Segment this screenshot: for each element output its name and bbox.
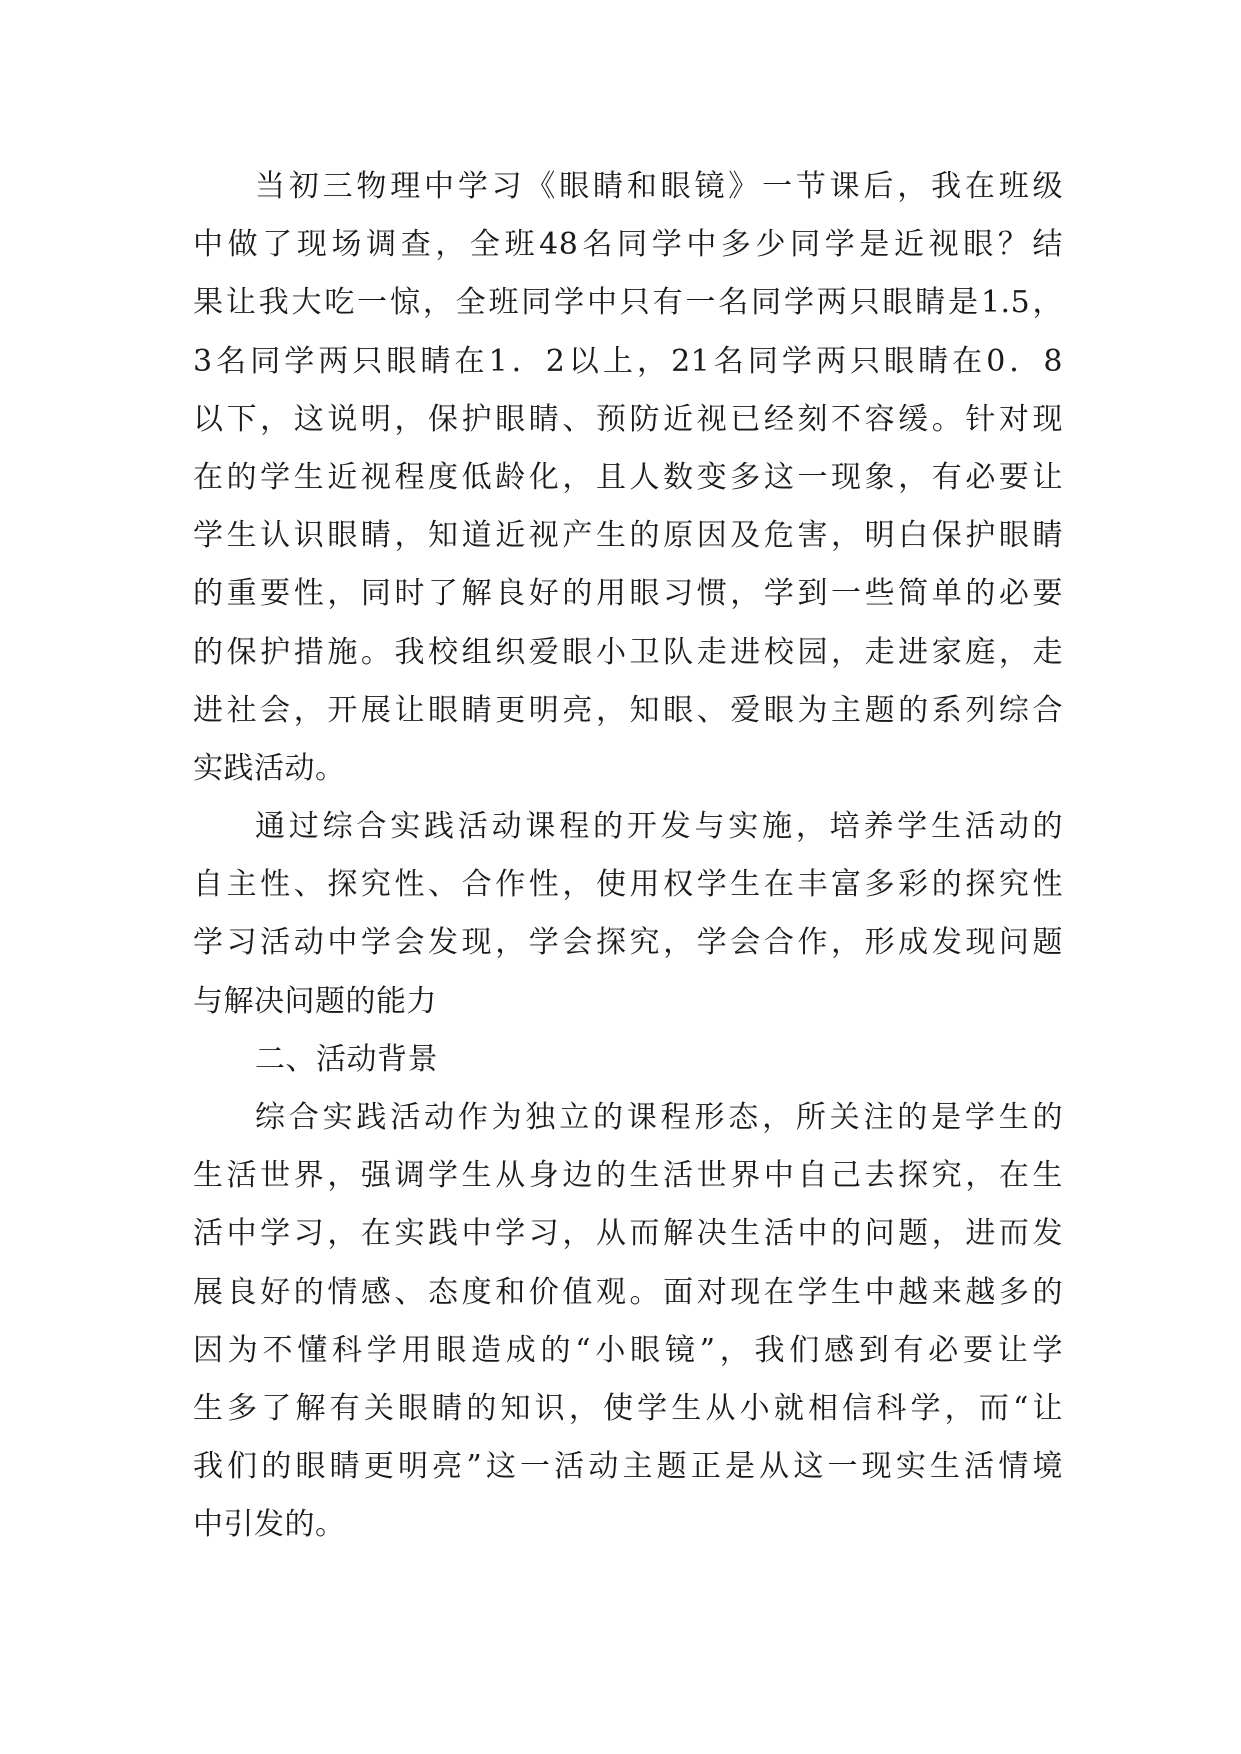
text-line: 因为不懂科学用眼造成的“小眼镜”，我们感到有必要让学 [193, 1332, 1063, 1368]
text-line: 通过综合实践活动课程的开发与实施，培养学生活动的 [255, 809, 1063, 845]
text-line: 中引发的。 [193, 1507, 346, 1543]
text-line: 的重要性，同时了解良好的用眼习惯，学到一些简单的必要 [193, 576, 1063, 612]
text-line: 我们的眼睛更明亮”这一活动主题正是从这一现实生活情境 [193, 1449, 1063, 1485]
text-line: 果让我大吃一惊，全班同学中只有一名同学两只眼睛是1.5， [193, 285, 1063, 321]
text-line: 的保护措施。我校组织爱眼小卫队走进校园，走进家庭，走 [193, 634, 1063, 670]
text-line: 活中学习，在实践中学习，从而解决生活中的问题，进而发 [193, 1216, 1063, 1252]
text-line: 以下，这说明，保护眼睛、预防近视已经刻不容缓。针对现 [193, 401, 1063, 437]
text-line: 综合实践活动作为独立的课程形态，所关注的是学生的 [255, 1100, 1063, 1135]
text-line: 自主性、探究性、合作性，使用权学生在丰富多彩的探究性 [193, 867, 1063, 903]
text-line: 当初三物理中学习《眼睛和眼镜》一节课后，我在班级 [255, 169, 1063, 204]
text-line: 实践活动。 [193, 750, 346, 786]
text-line: 展良好的情感、态度和价值观。面对现在学生中越来越多的 [193, 1274, 1063, 1310]
text-line: 学习活动中学会发现，学会探究，学会合作，形成发现问题 [193, 925, 1063, 961]
text-line: 3名同学两只眼睛在1．2以上，21名同学两只眼睛在0．8 [193, 343, 1063, 379]
text-line: 与解决问题的能力 [193, 983, 437, 1019]
text-line: 学生认识眼睛，知道近视产生的原因及危害，明白保护眼睛 [193, 518, 1063, 554]
text-line: 二、活动背景 [255, 1041, 438, 1077]
document-body [193, 158, 1063, 1555]
text-line: 中做了现场调查，全班48名同学中多少同学是近视眼？结 [193, 227, 1063, 263]
text-line: 生活世界，强调学生从身边的生活世界中自己去探究，在生 [193, 1158, 1063, 1194]
text-line: 生多了解有关眼睛的知识，使学生从小就相信科学，而“让 [193, 1390, 1063, 1426]
text-line: 进社会，开展让眼睛更明亮，知眼、爱眼为主题的系列综合 [193, 692, 1063, 728]
text-line: 在的学生近视程度低龄化，且人数变多这一现象，有必要让 [193, 459, 1063, 495]
